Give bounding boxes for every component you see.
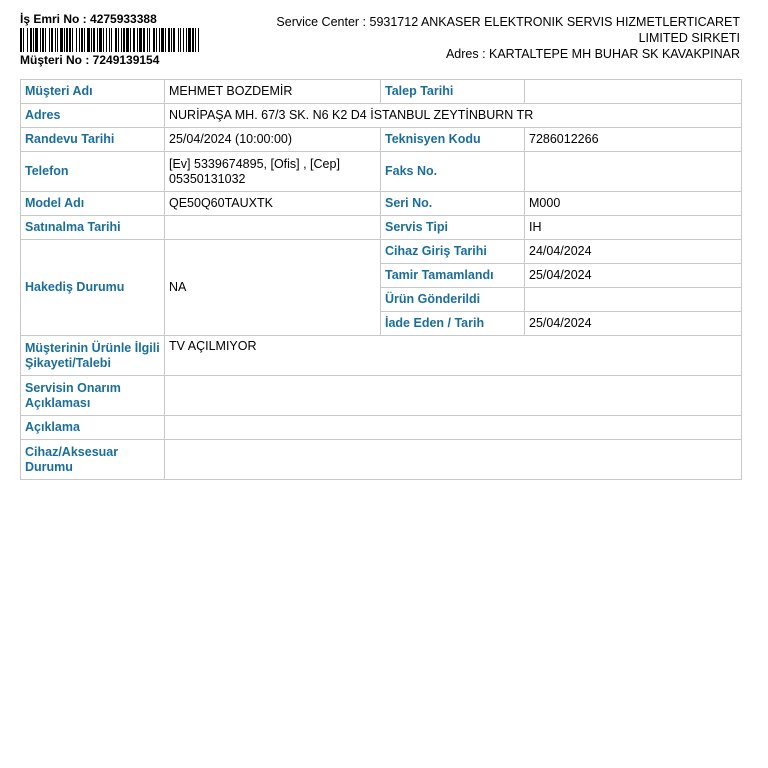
service-center: Service Center : 5931712 ANKASER ELEKTRONIK SERVIS HIZMETLERTICARET LIMITED SIRKETI [276,15,740,45]
field-label: Seri No. [381,192,525,216]
address-value: NURİPAŞA MH. 67/3 SK. N6 K2 D4 İSTANBUL ZEYTİNBURN TR [165,104,742,128]
table-row [21,128,742,152]
field-label: Servis Tipi [381,216,525,240]
field-label: Satınalma Tarihi [21,216,165,240]
complaint-label-2: Şikayeti/Talebi [25,355,111,370]
field-label: Açıklama [21,416,165,440]
header-right [230,14,740,62]
field-label: İade Eden / Tarih [381,312,525,336]
repair-description-value [165,376,742,416]
phone-line-2: 05350131032 [169,171,246,186]
header-left [20,12,210,67]
table-row [21,440,742,480]
table-row [21,240,742,264]
table-row [21,376,742,416]
field-label: Cihaz Giriş Tarihi [381,240,525,264]
field-label: Ürün Gönderildi [381,288,525,312]
phone-line-1: [Ev] 5339674895, [Ofis] , [Cep] [169,156,340,171]
serial-number-value: M000 [525,192,742,216]
field-label [21,336,165,376]
fax-value [525,152,742,192]
service-address: Adres : KARTALTEPE MH BUHAR SK KAVAKPINAR [445,47,740,61]
table-row [21,152,742,192]
table-row [21,336,742,376]
complaint-value: TV AÇILMIYOR [165,336,742,376]
table-row [21,416,742,440]
table-row [21,80,742,104]
field-label: Telefon [21,152,165,192]
field-label: Randevu Tarihi [21,128,165,152]
work-order-number: İş Emri No : 4275933388 [20,12,157,26]
field-label [21,376,165,416]
complaint-label-1: Müşterinin Ürünle İlgili [25,340,160,355]
accessory-status-value [165,440,742,480]
purchase-date-value [165,216,381,240]
notes-value [165,416,742,440]
technician-code-value: 7286012266 [525,128,742,152]
field-label: Müşteri Adı [21,80,165,104]
customer-number: Müşteri No : 7249139154 [20,53,160,67]
field-label: Model Adı [21,192,165,216]
repair-completed-value: 25/04/2024 [525,264,742,288]
appointment-date-value: 25/04/2024 (10:00:00) [165,128,381,152]
service-form-table [20,79,742,480]
customer-name-value: MEHMET BOZDEMİR [165,80,381,104]
field-label: Talep Tarihi [381,80,525,104]
accessory-label-1: Cihaz/Aksesuar [25,444,119,459]
field-label: Faks No. [381,152,525,192]
model-name-value: QE50Q60TAUXTK [165,192,381,216]
table-row [21,104,742,128]
service-type-value: IH [525,216,742,240]
returned-date-value: 25/04/2024 [525,312,742,336]
field-label: Hakediş Durumu [21,240,165,336]
table-row [21,216,742,240]
repair-desc-label-2: Açıklaması [25,395,91,410]
field-label [21,440,165,480]
field-label: Adres [21,104,165,128]
entitlement-status-value: NA [165,240,381,336]
repair-desc-label-1: Servisin Onarım [25,380,121,395]
product-sent-value [525,288,742,312]
barcode [20,28,200,52]
field-label: Tamir Tamamlandı [381,264,525,288]
table-row [21,192,742,216]
request-date-value [525,80,742,104]
phone-value [165,152,381,192]
accessory-label-2: Durumu [25,459,73,474]
field-label: Teknisyen Kodu [381,128,525,152]
device-entry-date-value: 24/04/2024 [525,240,742,264]
